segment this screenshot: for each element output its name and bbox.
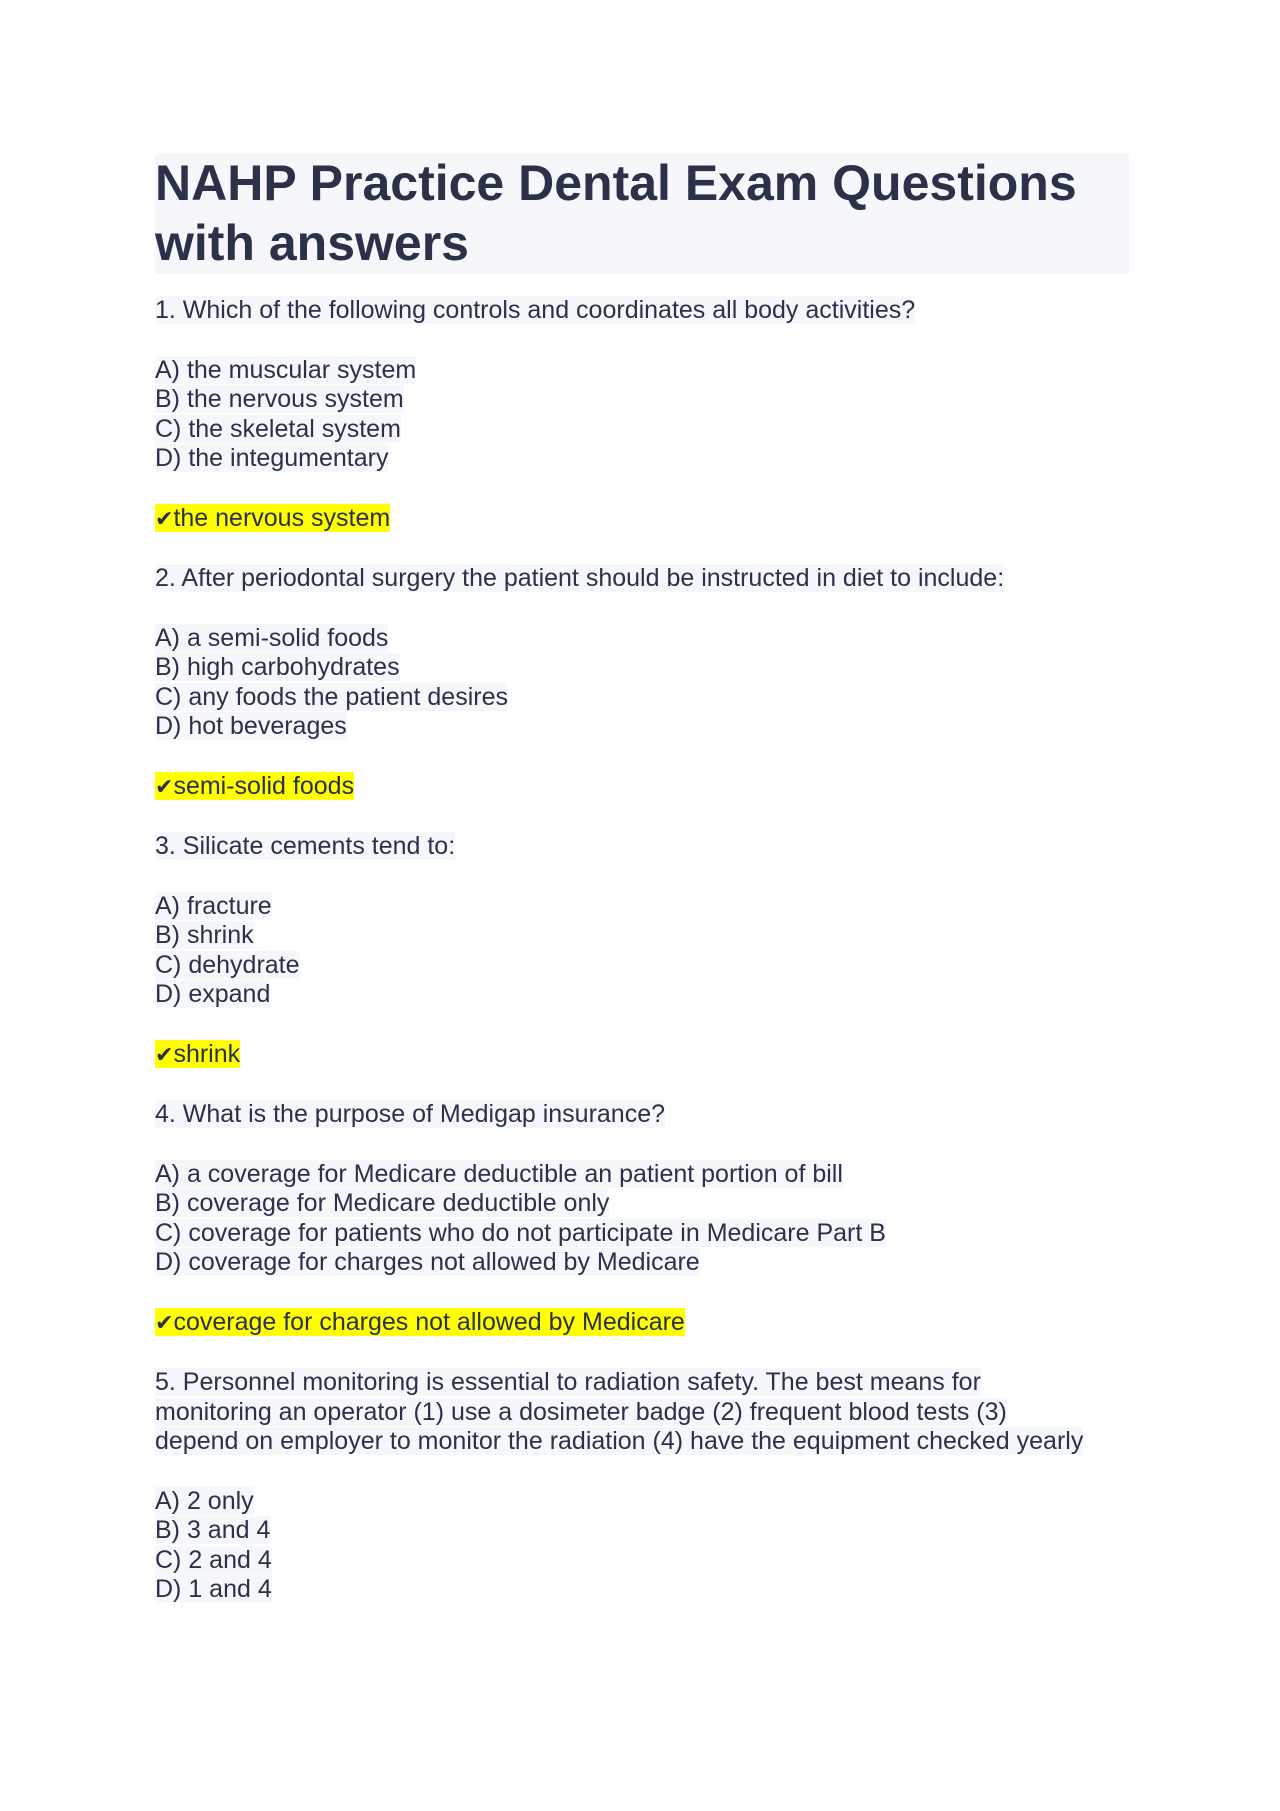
question-text: 3. Silicate cements tend to: bbox=[155, 832, 456, 860]
question-text: 1. Which of the following controls and coordinates all body activities? bbox=[155, 296, 916, 324]
option-c: C) dehydrate bbox=[155, 950, 300, 979]
option-c: C) 2 and 4 bbox=[155, 1545, 272, 1574]
option-d: D) coverage for charges not allowed by Medicare bbox=[155, 1248, 700, 1276]
option-d: D) expand bbox=[155, 980, 271, 1008]
question-5 bbox=[155, 1368, 1130, 1605]
question-text-line-1: 5. Personnel monitoring is essential to radiation safety. The best means for bbox=[155, 1368, 981, 1396]
option-b: B) 3 and 4 bbox=[155, 1516, 271, 1544]
answer-highlight bbox=[155, 1308, 685, 1336]
question-1 bbox=[155, 296, 1130, 564]
question-4 bbox=[155, 1100, 1130, 1368]
question-3 bbox=[155, 832, 1130, 1100]
option-c: C) any foods the patient desires bbox=[155, 682, 508, 711]
option-d: D) 1 and 4 bbox=[155, 1575, 272, 1603]
option-b: B) coverage for Medicare deductible only bbox=[155, 1189, 610, 1217]
question-text-line-3: depend on employer to monitor the radiation (4) have the equipment checked yearly bbox=[155, 1427, 1084, 1455]
option-a: A) the muscular system bbox=[155, 355, 417, 384]
document-title-block bbox=[155, 153, 1130, 274]
option-d: D) hot beverages bbox=[155, 712, 347, 740]
option-a: A) a coverage for Medicare deductible an patient portion of bill bbox=[155, 1159, 843, 1188]
question-text: 2. After periodontal surgery the patient should be instructed in diet to include: bbox=[155, 564, 1005, 592]
option-b: B) the nervous system bbox=[155, 385, 404, 413]
answer-highlight bbox=[155, 772, 354, 800]
answer-highlight bbox=[155, 504, 390, 532]
check-mark-icon: ✔ bbox=[155, 506, 174, 532]
answer-text: shrink bbox=[173, 1039, 241, 1068]
answer-text: coverage for charges not allowed by Medicare bbox=[173, 1307, 685, 1336]
option-c: C) the skeletal system bbox=[155, 414, 401, 443]
option-a: A) fracture bbox=[155, 891, 272, 920]
document-title: NAHP Practice Dental Exam Questions with answers bbox=[155, 155, 1077, 271]
option-a: A) a semi-solid foods bbox=[155, 623, 389, 652]
answer-text: semi-solid foods bbox=[173, 771, 355, 800]
option-b: B) high carbohydrates bbox=[155, 653, 400, 681]
document-page bbox=[155, 153, 1130, 1605]
option-b: B) shrink bbox=[155, 921, 254, 949]
answer-text: the nervous system bbox=[173, 503, 391, 532]
option-a: A) 2 only bbox=[155, 1486, 254, 1515]
check-mark-icon: ✔ bbox=[155, 1310, 174, 1336]
check-mark-icon: ✔ bbox=[155, 774, 174, 800]
check-mark-icon: ✔ bbox=[155, 1042, 174, 1068]
option-d: D) the integumentary bbox=[155, 444, 389, 472]
question-text-line-2: monitoring an operator (1) use a dosimeter badge (2) frequent blood tests (3) bbox=[155, 1397, 1007, 1426]
question-text: 4. What is the purpose of Medigap insurance? bbox=[155, 1100, 666, 1128]
answer-highlight bbox=[155, 1040, 240, 1068]
question-2 bbox=[155, 564, 1130, 832]
option-c: C) coverage for patients who do not participate in Medicare Part B bbox=[155, 1218, 886, 1247]
